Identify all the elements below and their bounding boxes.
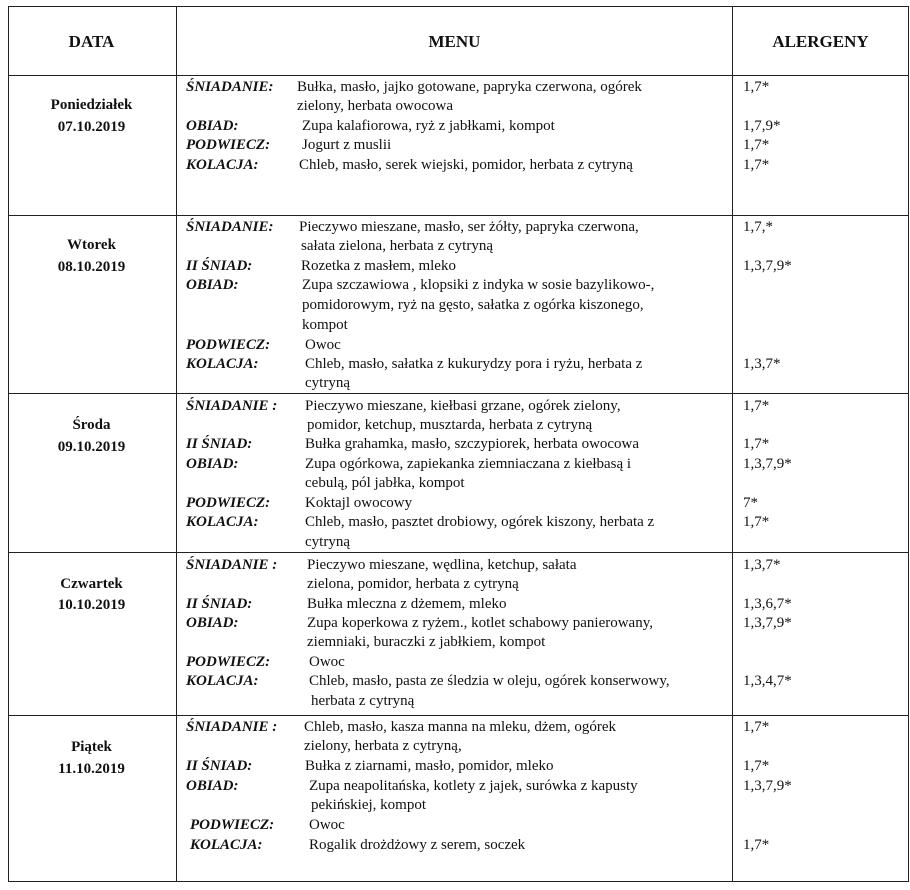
allergen-codes: 1,7* bbox=[743, 758, 770, 774]
header-menu: MENU bbox=[428, 32, 481, 51]
table-border-top bbox=[8, 6, 909, 7]
day-date: 11.10.2019 bbox=[58, 761, 125, 777]
meal-text: Bułka z ziarnami, masło, pomidor, mleko bbox=[305, 758, 554, 774]
meal-label: II ŚNIAD: bbox=[186, 258, 253, 274]
day-name: Wtorek bbox=[67, 237, 116, 253]
meal-label: ŚNIADANIE : bbox=[186, 719, 278, 735]
meal-text: Jogurt z muslii bbox=[302, 137, 392, 153]
day-date: 09.10.2019 bbox=[57, 439, 126, 455]
meal-label: ŚNIADANIE: bbox=[186, 219, 274, 235]
allergen-codes: 1,7* bbox=[743, 837, 770, 853]
header-allergens: ALERGENY bbox=[772, 32, 869, 51]
meal-label: PODWIECZ: bbox=[186, 337, 271, 353]
meal-text: Bułka grahamka, masło, szczypiorek, herbata owocowa bbox=[305, 436, 640, 452]
meal-label: PODWIECZ: bbox=[190, 817, 275, 833]
meal-text: Owoc bbox=[309, 654, 345, 670]
meal-text: Pieczywo mieszane, masło, ser żółty, papryka czerwona, bbox=[299, 219, 639, 235]
meal-label: PODWIECZ: bbox=[186, 654, 271, 670]
day-name: Piątek bbox=[71, 739, 112, 755]
allergen-codes: 1,7,9* bbox=[743, 118, 781, 134]
meal-label: KOLACJA: bbox=[190, 837, 263, 853]
allergen-codes: 1,7* bbox=[743, 719, 770, 735]
row-divider bbox=[8, 75, 909, 76]
row-divider bbox=[8, 715, 909, 716]
row-divider bbox=[8, 552, 909, 553]
meal-label: KOLACJA: bbox=[186, 514, 259, 530]
meal-text: zielona, pomidor, herbata z cytryną bbox=[307, 576, 519, 592]
meal-text: Koktajl owocowy bbox=[305, 495, 413, 511]
meal-label: KOLACJA: bbox=[186, 157, 259, 173]
meal-text: Owoc bbox=[309, 817, 345, 833]
meal-text: Chleb, masło, sałatka z kukurydzy pora i ryżu, herbata z bbox=[305, 356, 643, 372]
meal-label: PODWIECZ: bbox=[186, 495, 271, 511]
meal-text: herbata z cytryną bbox=[311, 693, 415, 709]
meal-text: Pieczywo mieszane, kiełbasi grzane, ogórek zielony, bbox=[305, 398, 621, 414]
meal-text: cytryną bbox=[305, 375, 350, 391]
meal-text: Pieczywo mieszane, wędlina, ketchup, sałata bbox=[307, 557, 577, 573]
meal-text: Zupa neapolitańska, kotlety z jajek, surówka z kapusty bbox=[309, 778, 638, 794]
meal-text: Bułka mleczna z dżemem, mleko bbox=[307, 596, 507, 612]
allergen-codes: 1,3,7* bbox=[743, 557, 781, 573]
meal-text: Zupa kalafiorowa, ryż z jabłkami, kompot bbox=[302, 118, 555, 134]
meal-text: Chleb, masło, serek wiejski, pomidor, herbata z cytryną bbox=[299, 157, 633, 173]
meal-text: kompot bbox=[302, 317, 348, 333]
meal-label: OBIAD: bbox=[186, 118, 239, 134]
meal-label: ŚNIADANIE : bbox=[186, 557, 278, 573]
day-date: 07.10.2019 bbox=[57, 119, 126, 135]
row-divider bbox=[8, 215, 909, 216]
allergen-codes: 1,7* bbox=[743, 137, 770, 153]
meal-label: KOLACJA: bbox=[186, 673, 259, 689]
meal-text: Zupa ogórkowa, zapiekanka ziemniaczana z kiełbasą i bbox=[305, 456, 632, 472]
day-name: Czwartek bbox=[60, 576, 123, 592]
meal-label: II ŚNIAD: bbox=[186, 436, 253, 452]
meal-text: Owoc bbox=[305, 337, 341, 353]
meal-text: Rozetka z masłem, mleko bbox=[301, 258, 456, 274]
meal-text: Chleb, masło, kasza manna na mleku, dżem, ogórek bbox=[304, 719, 616, 735]
meal-text: zielony, herbata z cytryną, bbox=[304, 738, 462, 754]
allergen-codes: 1,3,7,9* bbox=[743, 456, 792, 472]
meal-label: ŚNIADANIE : bbox=[186, 398, 278, 414]
meal-text: Rogalik drożdżowy z serem, soczek bbox=[309, 837, 526, 853]
column-divider bbox=[176, 6, 177, 882]
allergen-codes: 1,7* bbox=[743, 398, 770, 414]
allergen-codes: 1,3,6,7* bbox=[743, 596, 792, 612]
meal-text: Zupa koperkowa z ryżem., kotlet schabowy panierowany, bbox=[307, 615, 653, 631]
day-date: 10.10.2019 bbox=[57, 597, 126, 613]
column-divider bbox=[732, 6, 733, 882]
allergen-codes: 1,3,4,7* bbox=[743, 673, 792, 689]
allergen-codes: 1,7* bbox=[743, 514, 770, 530]
allergen-codes: 1,3,7,9* bbox=[743, 258, 792, 274]
meal-label: II ŚNIAD: bbox=[186, 758, 253, 774]
allergen-codes: 1,7* bbox=[743, 79, 770, 95]
day-name: Poniedziałek bbox=[50, 97, 133, 113]
meal-text: Chleb, masło, pasta ze śledzia w oleju, ogórek konserwowy, bbox=[309, 673, 670, 689]
meal-text: Bułka, masło, jajko gotowane, papryka czerwona, ogórek bbox=[297, 79, 642, 95]
menu-table bbox=[8, 6, 909, 882]
meal-text: sałata zielona, herbata z cytryną bbox=[301, 238, 493, 254]
header-date: DATA bbox=[68, 32, 115, 51]
meal-text: ziemniaki, buraczki z jabłkiem, kompot bbox=[307, 634, 546, 650]
meal-label: OBIAD: bbox=[186, 277, 239, 293]
meal-text: cebulą, pól jabłka, kompot bbox=[305, 475, 465, 491]
allergen-codes: 1,7,* bbox=[743, 219, 773, 235]
allergen-codes: 1,3,7,9* bbox=[743, 778, 792, 794]
meal-text: pomidorowym, ryż na gęsto, sałatka z ogórka kiszonego, bbox=[302, 297, 644, 313]
meal-text: pomidor, ketchup, musztarda, herbata z cytryną bbox=[307, 417, 593, 433]
meal-label: PODWIECZ: bbox=[186, 137, 271, 153]
table-border-bottom bbox=[8, 881, 909, 882]
meal-text: cytryną bbox=[305, 534, 350, 550]
meal-label: OBIAD: bbox=[186, 615, 239, 631]
meal-label: II ŚNIAD: bbox=[186, 596, 253, 612]
meal-text: Zupa szczawiowa , klopsiki z indyka w sosie bazylikowo-, bbox=[302, 277, 655, 293]
meal-label: ŚNIADANIE: bbox=[186, 79, 274, 95]
allergen-codes: 1,7* bbox=[743, 436, 770, 452]
meal-text: zielony, herbata owocowa bbox=[297, 98, 454, 114]
meal-label: OBIAD: bbox=[186, 456, 239, 472]
table-border-right bbox=[908, 6, 909, 882]
day-date: 08.10.2019 bbox=[57, 259, 126, 275]
meal-text: Chleb, masło, pasztet drobiowy, ogórek kiszony, herbata z bbox=[305, 514, 655, 530]
allergen-codes: 1,3,7* bbox=[743, 356, 781, 372]
meal-text: pekińskiej, kompot bbox=[311, 797, 426, 813]
allergen-codes: 1,7* bbox=[743, 157, 770, 173]
allergen-codes: 1,3,7,9* bbox=[743, 615, 792, 631]
row-divider bbox=[8, 393, 909, 394]
meal-label: OBIAD: bbox=[186, 778, 239, 794]
day-name: Środa bbox=[72, 417, 111, 433]
meal-label: KOLACJA: bbox=[186, 356, 259, 372]
allergen-codes: 7* bbox=[743, 495, 758, 511]
